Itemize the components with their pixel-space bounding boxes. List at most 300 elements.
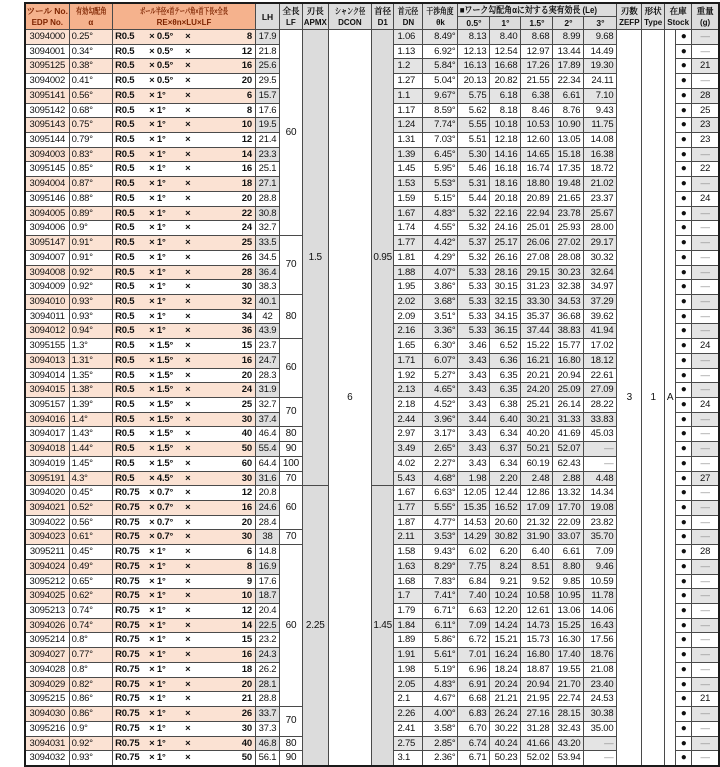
neck-base-diameter-cell: 4.02 [394,456,423,471]
neck-base-diameter-cell: 3.49 [394,442,423,457]
spec-times: × [185,575,191,587]
spec-neck-length: 30 [241,722,252,734]
spec-taper-angle: × 0.7° [149,502,174,513]
spec-taper-angle: × 1.5° [149,340,174,352]
stock-dot: ● [676,530,692,545]
effective-length-cell: 21.32 [521,515,553,530]
effective-length-cell: 22.09 [553,515,584,530]
spec-taper-angle: × 1° [149,605,166,617]
spec-radius: R0.5 [115,237,135,249]
neck-base-diameter-cell: 2.13 [394,383,423,398]
weight-cell: — [692,486,719,501]
spec-cell [113,309,256,324]
lh-cell: 43.9 [255,324,279,339]
overall-length-cell: 80 [280,736,303,751]
overall-length-cell: 60 [280,545,303,707]
spec-radius: R0.5 [115,163,135,175]
stock-dot: ● [676,177,692,192]
effective-length-cell: 9.43 [584,103,617,118]
interference-angle-cell: 2.85° [423,736,458,751]
effective-length-cell: 18.16 [490,177,521,192]
effective-length-cell: 14.16 [490,147,521,162]
effective-length-cell: 16.80 [553,353,584,368]
interference-angle-cell: 5.27° [423,368,458,383]
neck-base-diameter-cell: 1.95 [394,280,423,295]
spec-radius: R0.5 [115,178,135,190]
stock-dot: ● [676,191,692,206]
spec-taper-angle: × 1° [149,222,166,234]
lh-cell: 28.3 [255,368,279,383]
effective-length-cell: 32.38 [553,280,584,295]
effective-length-cell: 20.60 [490,515,521,530]
spec-taper-angle: × 1° [149,708,166,720]
effective-length-cell: 31.28 [521,721,553,736]
effective-length-cell: 6.34 [490,456,521,471]
neck-base-diameter-cell: 1.79 [394,604,423,619]
effective-taper-angle-cell: 0.62° [69,589,113,604]
header-dn-en: DN [402,18,415,27]
effective-length-cell: 16.21 [521,353,553,368]
spec-radius: R0.5 [115,325,135,337]
effective-length-cell: 15.21 [490,633,521,648]
spec-neck-length: 6 [246,546,252,558]
spec-radius: R0.75 [115,546,140,558]
interference-angle-cell: 4.77° [423,515,458,530]
effective-length-cell: 18.72 [584,162,617,177]
effective-taper-angle-cell: 0.74° [69,604,113,619]
spec-taper-angle: × 0.5° [149,45,174,57]
spec-radius: R0.5 [115,340,135,352]
effective-taper-angle-cell: 0.92° [69,736,113,751]
header-dcon [328,3,371,30]
stock-dot: ● [676,397,692,412]
interference-angle-cell: 3.96° [423,412,458,427]
effective-length-cell: 50.23 [490,751,521,766]
effective-length-cell: 5.33 [458,309,490,324]
edp-number-cell: 3094006 [25,221,69,236]
stock-dot: ● [676,692,692,707]
effective-length-cell: 21.21 [490,692,521,707]
overall-length-cell: 80 [280,427,303,442]
spec-cell [113,427,256,442]
effective-length-cell: 19.30 [584,59,617,74]
spec-radius: R0.5 [115,428,135,440]
effective-length-cell: 53.94 [553,751,584,766]
spec-cell [113,589,256,604]
spec-cell [113,501,256,516]
spec-radius: R0.5 [115,413,135,425]
edp-number-cell: 3094020 [25,486,69,501]
edp-number-cell: 3095144 [25,133,69,148]
spec-cell [113,280,256,295]
weight-cell: 24 [692,191,719,206]
lh-cell: 40.1 [255,294,279,309]
effective-length-cell: 12.05 [458,486,490,501]
spec-cell [113,397,256,412]
weight-cell: 22 [692,162,719,177]
effective-length-cell: 12.20 [490,604,521,619]
neck-diameter-cell: 0.95 [371,30,394,486]
effective-length-cell: 52.07 [553,442,584,457]
header-lh [255,3,279,30]
neck-base-diameter-cell: 1.88 [394,265,423,280]
spec-times: × [185,708,191,720]
weight-cell: — [692,648,719,663]
effective-taper-angle-cell: 0.56° [69,515,113,530]
effective-length-cell: 16.38 [584,147,617,162]
weight-cell: 23 [692,118,719,133]
edp-number-cell: 3094017 [25,427,69,442]
spec-neck-length: 8 [246,31,252,42]
spec-radius: R0.75 [115,487,140,499]
overall-length-cell: 70 [280,530,303,545]
header-apmx-jp: 刃長 [306,6,324,16]
effective-length-cell: 28.15 [553,707,584,722]
spec-radius: R0.5 [115,31,135,42]
spec-taper-angle: × 1° [149,148,166,160]
effective-length-cell: 8.18 [490,103,521,118]
effective-length-cell: 15.73 [521,633,553,648]
edp-number-cell: 3094013 [25,353,69,368]
effective-taper-angle-cell: 1.38° [69,383,113,398]
interference-angle-cell: 6.45° [423,147,458,162]
lh-cell: 28.8 [255,191,279,206]
interference-angle-cell: 4.07° [423,265,458,280]
spec-times: × [185,752,191,764]
effective-length-cell: 2.20 [490,471,521,486]
effective-taper-angle-cell: 0.91° [69,250,113,265]
weight-cell: — [692,515,719,530]
spec-cell [113,721,256,736]
neck-base-diameter-cell: 1.1 [394,88,423,103]
interference-angle-cell: 6.92° [423,44,458,59]
spec-taper-angle: × 1° [149,678,166,690]
effective-length-cell: 16.68 [490,59,521,74]
neck-base-diameter-cell: 1.98 [394,662,423,677]
edp-number-cell: 3094027 [25,648,69,663]
spec-times: × [185,45,191,57]
effective-taper-angle-cell: 0.89° [69,206,113,221]
spec-cell [113,530,256,545]
interference-angle-cell: 5.95° [423,162,458,177]
effective-length-cell: 24.11 [584,74,617,89]
lh-cell: 56.1 [255,751,279,766]
shape-type-cell: 1 [642,30,665,766]
spec-taper-angle: × 1° [149,619,166,631]
effective-length-cell: 23.40 [584,677,617,692]
header-apmx [302,3,328,30]
spec-radius: R0.75 [115,663,140,675]
effective-length-cell: 26.24 [490,707,521,722]
spec-neck-length: 40 [241,737,252,749]
effective-length-cell: 6.83 [458,707,490,722]
effective-length-cell: 25.01 [521,221,553,236]
effective-length-cell: 62.43 [553,456,584,471]
effective-length-cell: 2.88 [553,471,584,486]
effective-length-cell: 21.02 [584,177,617,192]
spec-times: × [185,148,191,160]
effective-length-cell: 19.08 [584,501,617,516]
effective-length-cell: 15.25 [553,618,584,633]
effective-length-cell: 6.68 [458,692,490,707]
spec-radius: R0.5 [115,134,135,146]
spec-neck-length: 26 [241,708,252,720]
stock-dot: ● [676,589,692,604]
header-stock-en: Stock [667,18,690,27]
table-row [25,486,719,501]
effective-length-cell: 8.13 [458,30,490,45]
spec-neck-length: 34 [241,310,252,322]
spec-neck-length: 12 [241,605,252,617]
effective-length-cell: 15.35 [458,501,490,516]
neck-base-diameter-cell: 2.02 [394,294,423,309]
lh-cell: 19.5 [255,118,279,133]
spec-cell [113,677,256,692]
spec-neck-length: 36 [241,325,252,337]
effective-length-cell: 39.62 [584,309,617,324]
effective-length-cell: — [584,736,617,751]
header-spec-jp: ボール半径×首テーパ角×首下長×全長 [140,6,228,16]
spec-cell [113,250,256,265]
spec-times: × [185,516,191,528]
header-d1-jp: 首径 [374,6,392,16]
lh-cell: 55.4 [255,442,279,457]
neck-base-diameter-cell: 2.41 [394,721,423,736]
spec-taper-angle: × 1° [149,325,166,337]
spec-times: × [185,178,191,190]
spec-cell [113,662,256,677]
effective-length-cell: 10.59 [584,574,617,589]
edp-number-cell: 3095214 [25,633,69,648]
weight-cell: — [692,751,719,766]
spec-taper-angle: × 1° [149,546,166,558]
header-le-0-5deg: 0.5° [458,17,490,30]
neck-base-diameter-cell: 1.63 [394,559,423,574]
lh-cell: 25.1 [255,162,279,177]
effective-length-cell: 6.38 [521,88,553,103]
spec-times: × [185,266,191,278]
effective-length-cell: 8.99 [553,30,584,45]
neck-base-diameter-cell: 1.65 [394,339,423,354]
effective-length-cell: 7.09 [458,618,490,633]
effective-length-cell: 6.34 [490,427,521,442]
edp-number-cell: 3095142 [25,103,69,118]
interference-angle-cell: 4.00° [423,707,458,722]
spec-radius: R0.5 [115,398,135,410]
spec-radius: R0.5 [115,222,135,234]
header-d1 [371,3,394,30]
neck-base-diameter-cell: 1.2 [394,59,423,74]
stock-dot: ● [676,59,692,74]
edp-number-cell: 3094023 [25,530,69,545]
spec-times: × [185,222,191,234]
stock-dot: ● [676,103,692,118]
spec-neck-length: 50 [241,752,252,764]
effective-length-cell: 10.18 [490,118,521,133]
spec-times: × [185,546,191,558]
effective-length-cell: 13.05 [553,133,584,148]
weight-cell: 21 [692,692,719,707]
header-d1-en: D1 [377,18,388,27]
spec-times: × [185,472,191,484]
effective-length-cell: 20.94 [521,677,553,692]
weight-cell: — [692,206,719,221]
spec-radius: R0.5 [115,60,135,72]
spec-times: × [185,281,191,293]
interference-angle-cell: 6.63° [423,486,458,501]
interference-angle-cell: 6.07° [423,353,458,368]
lh-cell: 21.4 [255,133,279,148]
effective-taper-angle-cell: 0.61° [69,530,113,545]
weight-cell: — [692,294,719,309]
weight-cell: — [692,456,719,471]
lh-cell: 29.5 [255,74,279,89]
edp-number-cell: 3094011 [25,309,69,324]
spec-times: × [185,31,191,42]
spec-taper-angle: × 4.5° [149,472,174,484]
neck-base-diameter-cell: 2.11 [394,530,423,545]
effective-taper-angle-cell: 0.93° [69,751,113,766]
weight-cell: — [692,721,719,736]
weight-cell: — [692,236,719,251]
spec-radius: R0.75 [115,560,140,572]
spec-neck-length: 12 [241,45,252,57]
effective-length-cell: 8.51 [521,559,553,574]
neck-base-diameter-cell: 2.26 [394,707,423,722]
lh-cell: 23.2 [255,633,279,648]
effective-length-cell: 22.61 [584,368,617,383]
overall-length-cell: 100 [280,456,303,471]
effective-length-cell: 3.43 [458,442,490,457]
effective-length-cell: 18.76 [584,648,617,663]
effective-length-cell: 14.49 [584,44,617,59]
effective-length-cell: 8.80 [553,559,584,574]
effective-taper-angle-cell: 0.93° [69,294,113,309]
spec-times: × [185,443,191,455]
spec-cell [113,265,256,280]
weight-cell: — [692,324,719,339]
effective-length-cell: 6.35 [490,368,521,383]
spec-neck-length: 60 [241,457,252,469]
neck-base-diameter-cell: 2.18 [394,397,423,412]
spec-cell [113,162,256,177]
neck-base-diameter-cell: 2.1 [394,692,423,707]
effective-length-cell: — [584,751,617,766]
effective-length-cell: 14.24 [490,618,521,633]
spec-radius: R0.75 [115,693,140,705]
interference-angle-cell: 5.15° [423,191,458,206]
lh-cell: 42 [255,309,279,324]
stock-dot: ● [676,721,692,736]
spec-times: × [185,295,191,307]
edp-number-cell: 3095212 [25,574,69,589]
effective-length-cell: 21.95 [521,692,553,707]
spec-radius: R0.75 [115,649,140,661]
stock-class-cell: A [665,30,676,766]
effective-taper-angle-cell: 0.68° [69,103,113,118]
overall-length-cell: 90 [280,442,303,457]
effective-length-cell: 6.72 [458,633,490,648]
weight-cell: — [692,368,719,383]
effective-length-cell: 16.52 [490,501,521,516]
header-type-en: Type [644,18,663,27]
spec-taper-angle: × 0.7° [149,531,174,543]
effective-length-cell: 5.32 [458,221,490,236]
spec-cell [113,103,256,118]
neck-base-diameter-cell: 1.71 [394,353,423,368]
lh-cell: 25.6 [255,59,279,74]
neck-base-diameter-cell: 1.58 [394,545,423,560]
edp-number-cell: 3094008 [25,265,69,280]
effective-length-cell: 6.96 [458,662,490,677]
effective-length-cell: 6.84 [458,574,490,589]
spec-radius: R0.75 [115,678,140,690]
spec-cell [113,648,256,663]
interference-angle-cell: 5.61° [423,648,458,663]
header-alpha-jp: 有効勾配角 [75,6,107,16]
interference-angle-cell: 7.41° [423,589,458,604]
lh-cell: 15.7 [255,88,279,103]
effective-length-cell: 9.21 [490,574,521,589]
effective-length-cell: 9.46 [584,559,617,574]
effective-length-cell: 41.94 [584,324,617,339]
interference-angle-cell: 5.55° [423,501,458,516]
spec-times: × [185,605,191,617]
spec-cell [113,147,256,162]
spec-radius: R0.5 [115,104,135,116]
effective-length-cell: 24.53 [584,692,617,707]
effective-taper-angle-cell: 1.3° [69,339,113,354]
edp-number-cell: 3094012 [25,324,69,339]
effective-length-cell: 23.37 [584,191,617,206]
spec-cell [113,604,256,619]
lh-cell: 20.8 [255,486,279,501]
header-le-1deg: 1° [490,17,521,30]
spec-cell [113,221,256,236]
spec-neck-length: 18 [241,178,252,190]
header-effective-length-label: ■ワーク勾配角αに対する実有効長 (Le) [460,5,598,15]
effective-length-cell: 18.12 [584,353,617,368]
interference-angle-cell: 4.52° [423,397,458,412]
effective-taper-angle-cell: 0.94° [69,324,113,339]
effective-length-cell: 5.44 [458,191,490,206]
edp-number-cell: 3094015 [25,383,69,398]
effective-length-cell: 8.40 [490,30,521,45]
lh-cell: 24.6 [255,501,279,516]
neck-base-diameter-cell: 1.87 [394,515,423,530]
spec-times: × [185,163,191,175]
effective-length-cell: 27.16 [521,707,553,722]
spec-radius: R0.75 [115,737,140,749]
edp-number-cell: 3094000 [25,30,69,45]
effective-taper-angle-cell: 0.56° [69,88,113,103]
effective-length-cell: 3.44 [458,412,490,427]
neck-base-diameter-cell: 1.7 [394,589,423,604]
effective-length-cell: 20.24 [490,677,521,692]
effective-length-cell: 21.70 [553,677,584,692]
lh-cell: 23.3 [255,147,279,162]
spec-taper-angle: × 1° [149,560,166,572]
effective-length-cell: 17.70 [553,501,584,516]
spec-radius: R0.5 [115,266,135,278]
stock-dot: ● [676,133,692,148]
weight-cell: 23 [692,133,719,148]
edp-number-cell: 3094004 [25,177,69,192]
spec-taper-angle: × 1.5° [149,384,174,396]
effective-length-cell: 33.30 [521,294,553,309]
effective-length-cell: 22.34 [553,74,584,89]
spec-radius: R0.5 [115,457,135,469]
